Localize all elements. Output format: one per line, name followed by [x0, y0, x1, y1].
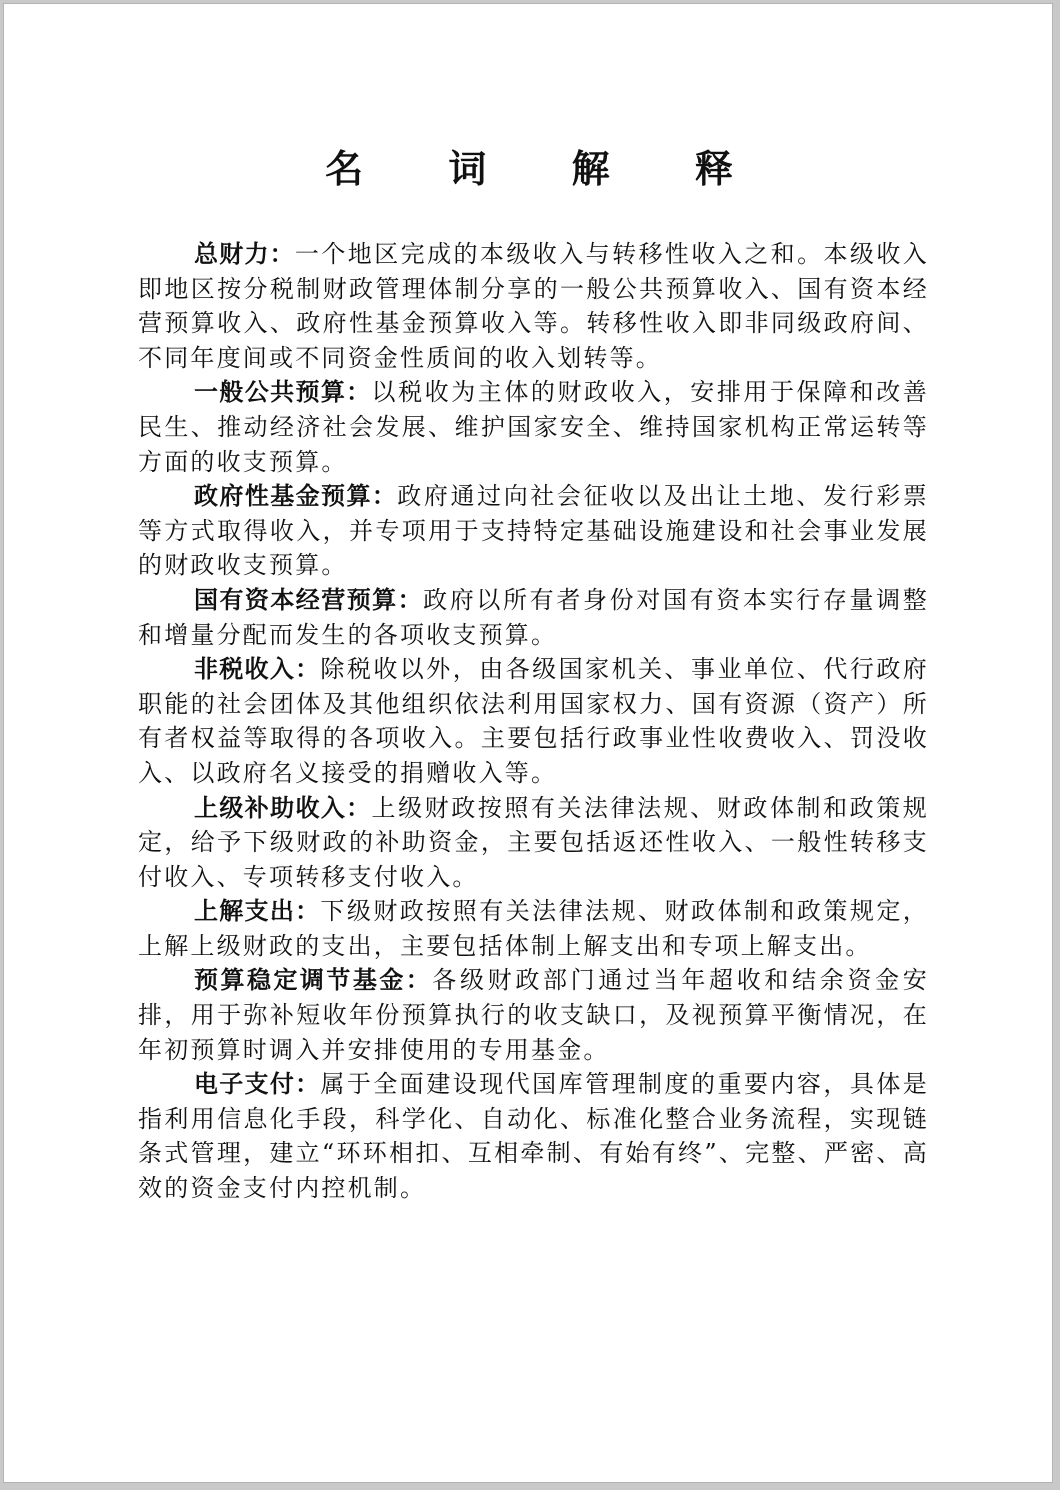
glossary-term: 非税收入：: [194, 655, 321, 684]
glossary-definition: 属于全面建设现代国库管理制度的重要内容，具体是指利用信息化手段，科学化、自动化、标准化整合业务流程，实现链条式管理，建立“环环相扣、互相牵制、有始有终”、完整、严密、高效的资金支付内控机制。: [138, 1070, 929, 1203]
glossary-term: 一般公共预算：: [194, 378, 372, 407]
glossary-term: 上级补助收入：: [194, 793, 372, 822]
glossary-term: 总财力：: [194, 240, 295, 268]
glossary-definition: 除税收以外，由各级国家机关、事业单位、代行政府职能的社会团体及其他组织依法利用国家权力、国有资源（资产）所有者权益等取得的各项收入。主要包括行政事业性收费收入、罚没收入、以政府名义接受的捐赠收入等。: [138, 655, 929, 787]
glossary-term: 电子支付：: [194, 1070, 321, 1099]
glossary-entry-non-tax-revenue: [138, 652, 929, 790]
glossary-definition: 政府通过向社会征收以及出让土地、发行彩票等方式取得收入，并专项用于支持特定基础设施建设和社会事业发展的财政收支预算。: [138, 482, 930, 580]
glossary-body: [138, 237, 929, 1206]
glossary-term: 预算稳定调节基金：: [194, 966, 433, 995]
glossary-definition: 上级财政按照有关法律法规、财政体制和政策规定，给予下级财政的补助资金，主要包括返还性收入、一般性转移支付收入、专项转移支付收入。: [138, 793, 930, 891]
glossary-entry-government-fund-budget: [138, 479, 929, 583]
glossary-definition: 各级财政部门通过当年超收和结余资金安排，用于弥补短收年份预算执行的收支缺口，及视预算平衡情况，在年初预算时调入并安排使用的专用基金。: [138, 966, 929, 1064]
glossary-entry-total-fiscal-capacity: [138, 237, 929, 375]
glossary-entry-state-capital-budget: [138, 583, 929, 652]
glossary-entry-budget-stabilization-fund: [138, 963, 929, 1067]
glossary-entry-general-public-budget: [138, 375, 929, 479]
glossary-definition: 下级财政按照有关法律法规、财政体制和政策规定，上解上级财政的支出，主要包括体制上解支出和专项上解支出。: [138, 897, 929, 960]
document-page: [3, 3, 1053, 1483]
page-title: 名 词 解 释: [325, 146, 769, 191]
glossary-term: 上解支出：: [194, 897, 321, 926]
glossary-term: 国有资本经营预算：: [194, 585, 424, 614]
glossary-definition: 政府以所有者身份对国有资本实行存量调整和增量分配而发生的各项收支预算。: [138, 585, 929, 649]
glossary-term: 政府性基金预算：: [194, 482, 398, 511]
glossary-definition: 一个地区完成的本级收入与转移性收入之和。本级收入即地区按分税制财政管理体制分享的一般公共预算收入、国有资本经营预算收入、政府性基金预算收入等。转移性收入即非同级政府间、不同年度间或不同资金性质间的收入划转等。: [138, 240, 929, 372]
glossary-entry-electronic-payment: [138, 1067, 929, 1205]
glossary-entry-remittance-expenditure: [138, 894, 929, 963]
glossary-entry-higher-level-subsidy: [138, 791, 929, 895]
glossary-definition: 以税收为主体的财政收入，安排用于保障和改善民生、推动经济社会发展、维护国家安全、维持国家机构正常运转等方面的收支预算。: [138, 378, 930, 476]
